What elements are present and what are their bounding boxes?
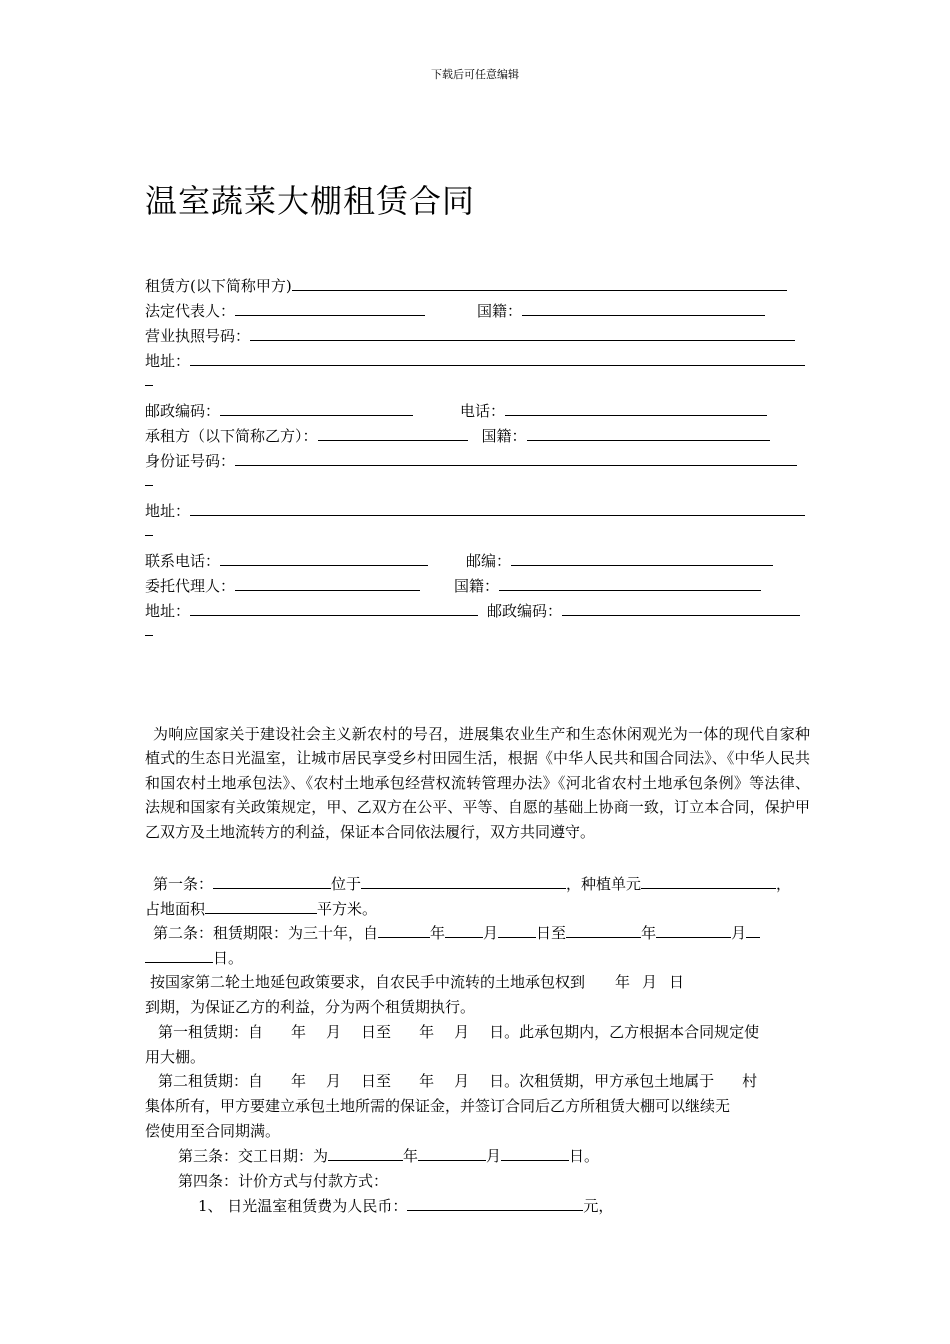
article1-location-field[interactable]: [213, 874, 331, 889]
contact-phone-label: 联系电话：: [145, 552, 221, 570]
article2-month-text: 月: [483, 924, 499, 942]
lessor-row: [145, 276, 787, 296]
article3-day: 日。: [569, 1147, 600, 1165]
article1-area-field[interactable]: [205, 899, 317, 914]
article2-day-to-text: 日至: [536, 924, 567, 942]
nationality-field[interactable]: [522, 301, 765, 316]
agent-address-field[interactable]: [190, 601, 478, 616]
policy-text: 按国家第二轮土地延包政策要求，自农民手中流转的土地承包权到: [150, 973, 586, 991]
license-field[interactable]: [250, 326, 795, 341]
delivery-year-field[interactable]: [328, 1146, 403, 1161]
article1-area-label: 占地面积: [145, 900, 206, 918]
address-a-label: 地址：: [145, 352, 191, 370]
article2-day-text: 日。: [213, 949, 244, 967]
agent-nationality-label: 国籍：: [454, 577, 500, 595]
end-year-field[interactable]: [566, 923, 641, 938]
agent-nationality-field[interactable]: [499, 576, 761, 591]
postcode-a-row: [145, 401, 767, 421]
phone-a-field[interactable]: [505, 401, 767, 416]
policy-year: 年: [615, 973, 631, 991]
period2-day-end: 日。次租赁期，甲方承包土地属于: [489, 1072, 715, 1090]
period2-month: 月: [326, 1072, 342, 1090]
id-row: [145, 451, 797, 471]
id-label: 身份证号码：: [145, 452, 236, 470]
agent-address-label: 地址：: [145, 602, 191, 620]
address-b-label: 地址：: [145, 502, 191, 520]
article1-unit-text: ，种植单元: [566, 875, 642, 893]
article2-label: 第二条：租赁期限：为三十年，自: [153, 924, 379, 942]
postcode-b-label: 邮编：: [466, 552, 512, 570]
legal-rep-row: [145, 301, 765, 321]
delivery-month-field[interactable]: [418, 1146, 486, 1161]
article1-label: 第一条：: [153, 875, 214, 893]
article2-end-row: [145, 948, 243, 968]
policy-month: 月: [642, 973, 658, 991]
end-month-tail: [746, 923, 760, 938]
article2-month-text-2: 月: [731, 924, 747, 942]
delivery-day-field[interactable]: [501, 1146, 569, 1161]
lessee-field[interactable]: [318, 426, 468, 441]
article2-year-text: 年: [430, 924, 446, 942]
item1-unit: 元，: [583, 1197, 614, 1215]
license-label: 营业执照号码：: [145, 327, 251, 345]
article2-year-text-2: 年: [641, 924, 657, 942]
policy-day: 日: [669, 973, 685, 991]
id-field[interactable]: [235, 451, 797, 466]
address-b-row: [145, 501, 805, 521]
start-month-field[interactable]: [445, 923, 483, 938]
period2-row-3: 偿使用至合同期满。: [145, 1122, 281, 1140]
continuation-dash: [145, 535, 153, 536]
lessee-label: 承租方（以下简称乙方）：: [145, 427, 318, 445]
start-day-field[interactable]: [498, 923, 536, 938]
article1-comma: ，: [776, 875, 792, 893]
period1-row: [158, 1022, 759, 1042]
agent-label: 委托代理人：: [145, 577, 236, 595]
period1-year: 年: [291, 1023, 307, 1041]
document-title: 温室蔬菜大棚租赁合同: [145, 182, 476, 220]
article1-row: [153, 874, 791, 894]
item1-label: 1、 日光温室租赁费为人民币：: [198, 1197, 408, 1215]
policy-row: [150, 972, 684, 992]
period2-year-2: 年: [419, 1072, 435, 1090]
article1-sqm-text: 平方米。: [317, 900, 378, 918]
lessee-nationality-label: 国籍：: [481, 427, 527, 445]
contact-phone-field[interactable]: [220, 551, 428, 566]
period2-label: 第二租赁期：自: [158, 1072, 264, 1090]
legal-rep-label: 法定代表人：: [145, 302, 236, 320]
period1-day-end: 日。此承包期内，乙方根据本合同规定使: [489, 1023, 760, 1041]
article2-row: [153, 923, 760, 943]
continuation-dash: [145, 385, 153, 386]
period1-row-2: 用大棚。: [145, 1048, 206, 1066]
period2-day-to: 日至: [361, 1072, 392, 1090]
article1-located-text: 位于: [331, 875, 362, 893]
rent-amount-field[interactable]: [407, 1196, 583, 1211]
postcode-a-label: 邮政编码：: [145, 402, 221, 420]
lessee-nationality-field[interactable]: [527, 426, 770, 441]
period2-year: 年: [291, 1072, 307, 1090]
continuation-dash: [145, 635, 153, 636]
header-note: 下载后可任意编辑: [431, 68, 519, 81]
article3-month: 月: [486, 1147, 502, 1165]
period1-month-2: 月: [454, 1023, 470, 1041]
article4-row: 第四条：计价方式与付款方式：: [178, 1172, 389, 1190]
continuation-dash: [145, 485, 153, 486]
period2-month-2: 月: [454, 1072, 470, 1090]
preamble-paragraph: 为响应国家关于建设社会主义新农村的号召，进展集农业生产和生态休闲观光为一体的现代自家种植式的生态日光温室，让城市居民享受乡村田园生活，根据《中华人民共和国合同法》、《中华人民共和国农村土地承包法》、《农村土地承包经营权流转管理办法》《河北省农村土地承包条例》等法律、法规和国家有关政策规定，甲、乙双方在公平、平等、自愿的基础上协商一致，订立本合同，保护甲乙双方及土地流转方的利益，保证本合同依法履行，双方共同遵守。: [145, 725, 810, 841]
end-day-field[interactable]: [145, 948, 213, 963]
address-a-row: [145, 351, 805, 371]
contact-row: [145, 551, 773, 571]
agent-address-row: [145, 601, 800, 621]
period2-village: 村: [742, 1072, 758, 1090]
lessor-label: 租赁方(以下简称甲方): [145, 277, 292, 295]
agent-postcode-field[interactable]: [562, 601, 800, 616]
period2-row-2: 集体所有，甲方要建立承包土地所需的保证金，并签订合同后乙方所租赁大棚可以继续无: [145, 1097, 731, 1115]
legal-rep-field[interactable]: [235, 301, 425, 316]
license-row: [145, 326, 795, 346]
start-year-field[interactable]: [378, 923, 430, 938]
phone-a-label: 电话：: [460, 402, 506, 420]
address-a-field[interactable]: [190, 351, 805, 366]
address-b-field[interactable]: [190, 501, 805, 516]
agent-field[interactable]: [235, 576, 420, 591]
article3-row: [178, 1146, 599, 1166]
article1-unit-field[interactable]: [641, 874, 776, 889]
article1-area-row: [145, 899, 377, 919]
end-month-field[interactable]: [656, 923, 731, 938]
period1-month: 月: [326, 1023, 342, 1041]
postcode-a-field[interactable]: [220, 401, 413, 416]
nationality-label: 国籍：: [477, 302, 523, 320]
article1-address-field[interactable]: [361, 874, 566, 889]
agent-postcode-label: 邮政编码：: [487, 602, 563, 620]
article3-year: 年: [403, 1147, 419, 1165]
period1-year-2: 年: [419, 1023, 435, 1041]
agent-row: [145, 576, 761, 596]
lessor-field[interactable]: [292, 276, 787, 291]
item1-row: [198, 1196, 613, 1216]
period2-row: [158, 1071, 757, 1091]
lessee-row: [145, 426, 770, 446]
postcode-b-field[interactable]: [511, 551, 773, 566]
period1-label: 第一租赁期：自: [158, 1023, 264, 1041]
article3-label: 第三条：交工日期：为: [178, 1147, 329, 1165]
period1-day-to: 日至: [361, 1023, 392, 1041]
policy-row-2: 到期，为保证乙方的利益，分为两个租赁期执行。: [145, 998, 476, 1016]
